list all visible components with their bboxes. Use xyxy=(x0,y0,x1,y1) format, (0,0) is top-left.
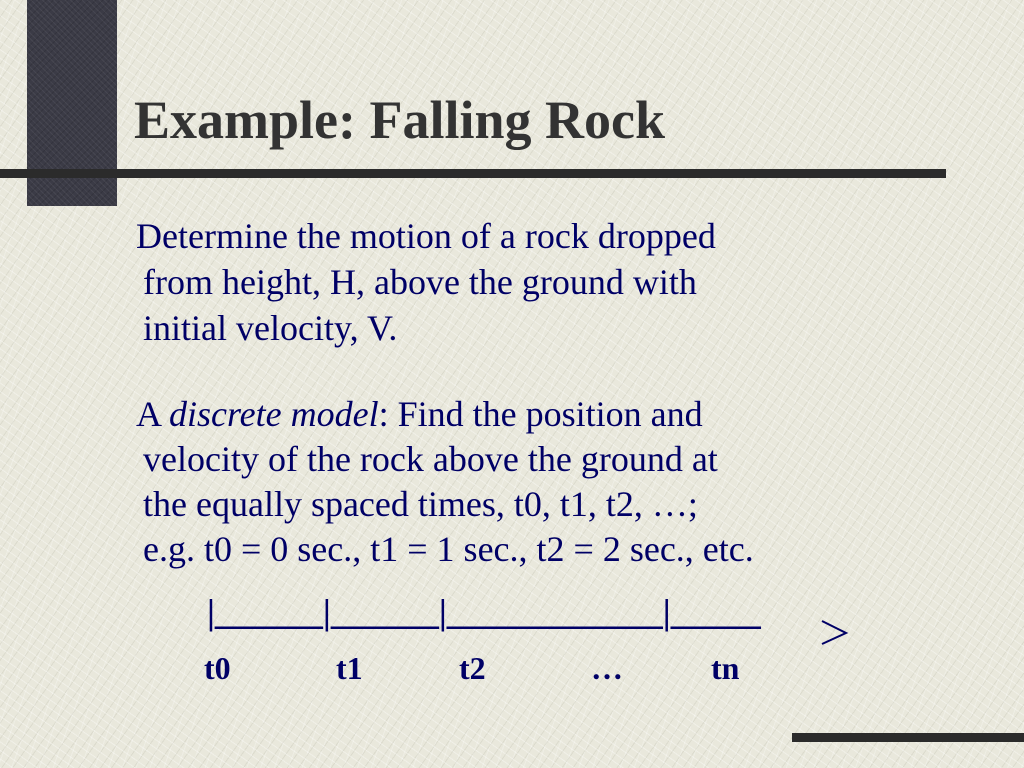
paragraph-1-line-3: initial velocity, V. xyxy=(143,308,398,348)
paragraph-2-line-2: velocity of the rock above the ground at xyxy=(143,439,718,479)
paragraph-2-line-4: e.g. t0 = 0 sec., t1 = 1 sec., t2 = 2 sec., etc. xyxy=(143,529,754,569)
paragraph-2-line-1-rest: : Find the position and xyxy=(378,394,703,434)
paragraph-2-prefix: A xyxy=(136,394,170,434)
slide-title: Example: Falling Rock xyxy=(134,90,666,150)
paragraph-problem-statement xyxy=(136,213,943,351)
paragraph-1-line-2: from height, H, above the ground with xyxy=(143,262,697,302)
paragraph-1-line-1: Determine the motion of a rock dropped xyxy=(136,216,716,256)
timeline-axis: |______|______|____________|_____ xyxy=(207,592,761,632)
paragraph-discrete-model xyxy=(136,392,943,572)
bottom-divider-rule xyxy=(792,733,1024,742)
paragraph-2-line-3: the equally spaced times, t0, t1, t2, …; xyxy=(143,484,698,524)
timeline-label-tn: tn xyxy=(711,650,740,686)
title-divider-rule xyxy=(0,169,946,178)
paragraph-2-line-1 xyxy=(136,392,943,437)
timeline-label-ellipsis: … xyxy=(591,650,623,686)
timeline-label-t1: t1 xyxy=(336,650,363,686)
timeline-label-t2: t2 xyxy=(459,650,486,686)
paragraph-2-emphasis: discrete model xyxy=(169,394,379,434)
timeline-arrowhead-icon xyxy=(820,618,850,646)
timeline-label-t0: t0 xyxy=(204,650,231,686)
